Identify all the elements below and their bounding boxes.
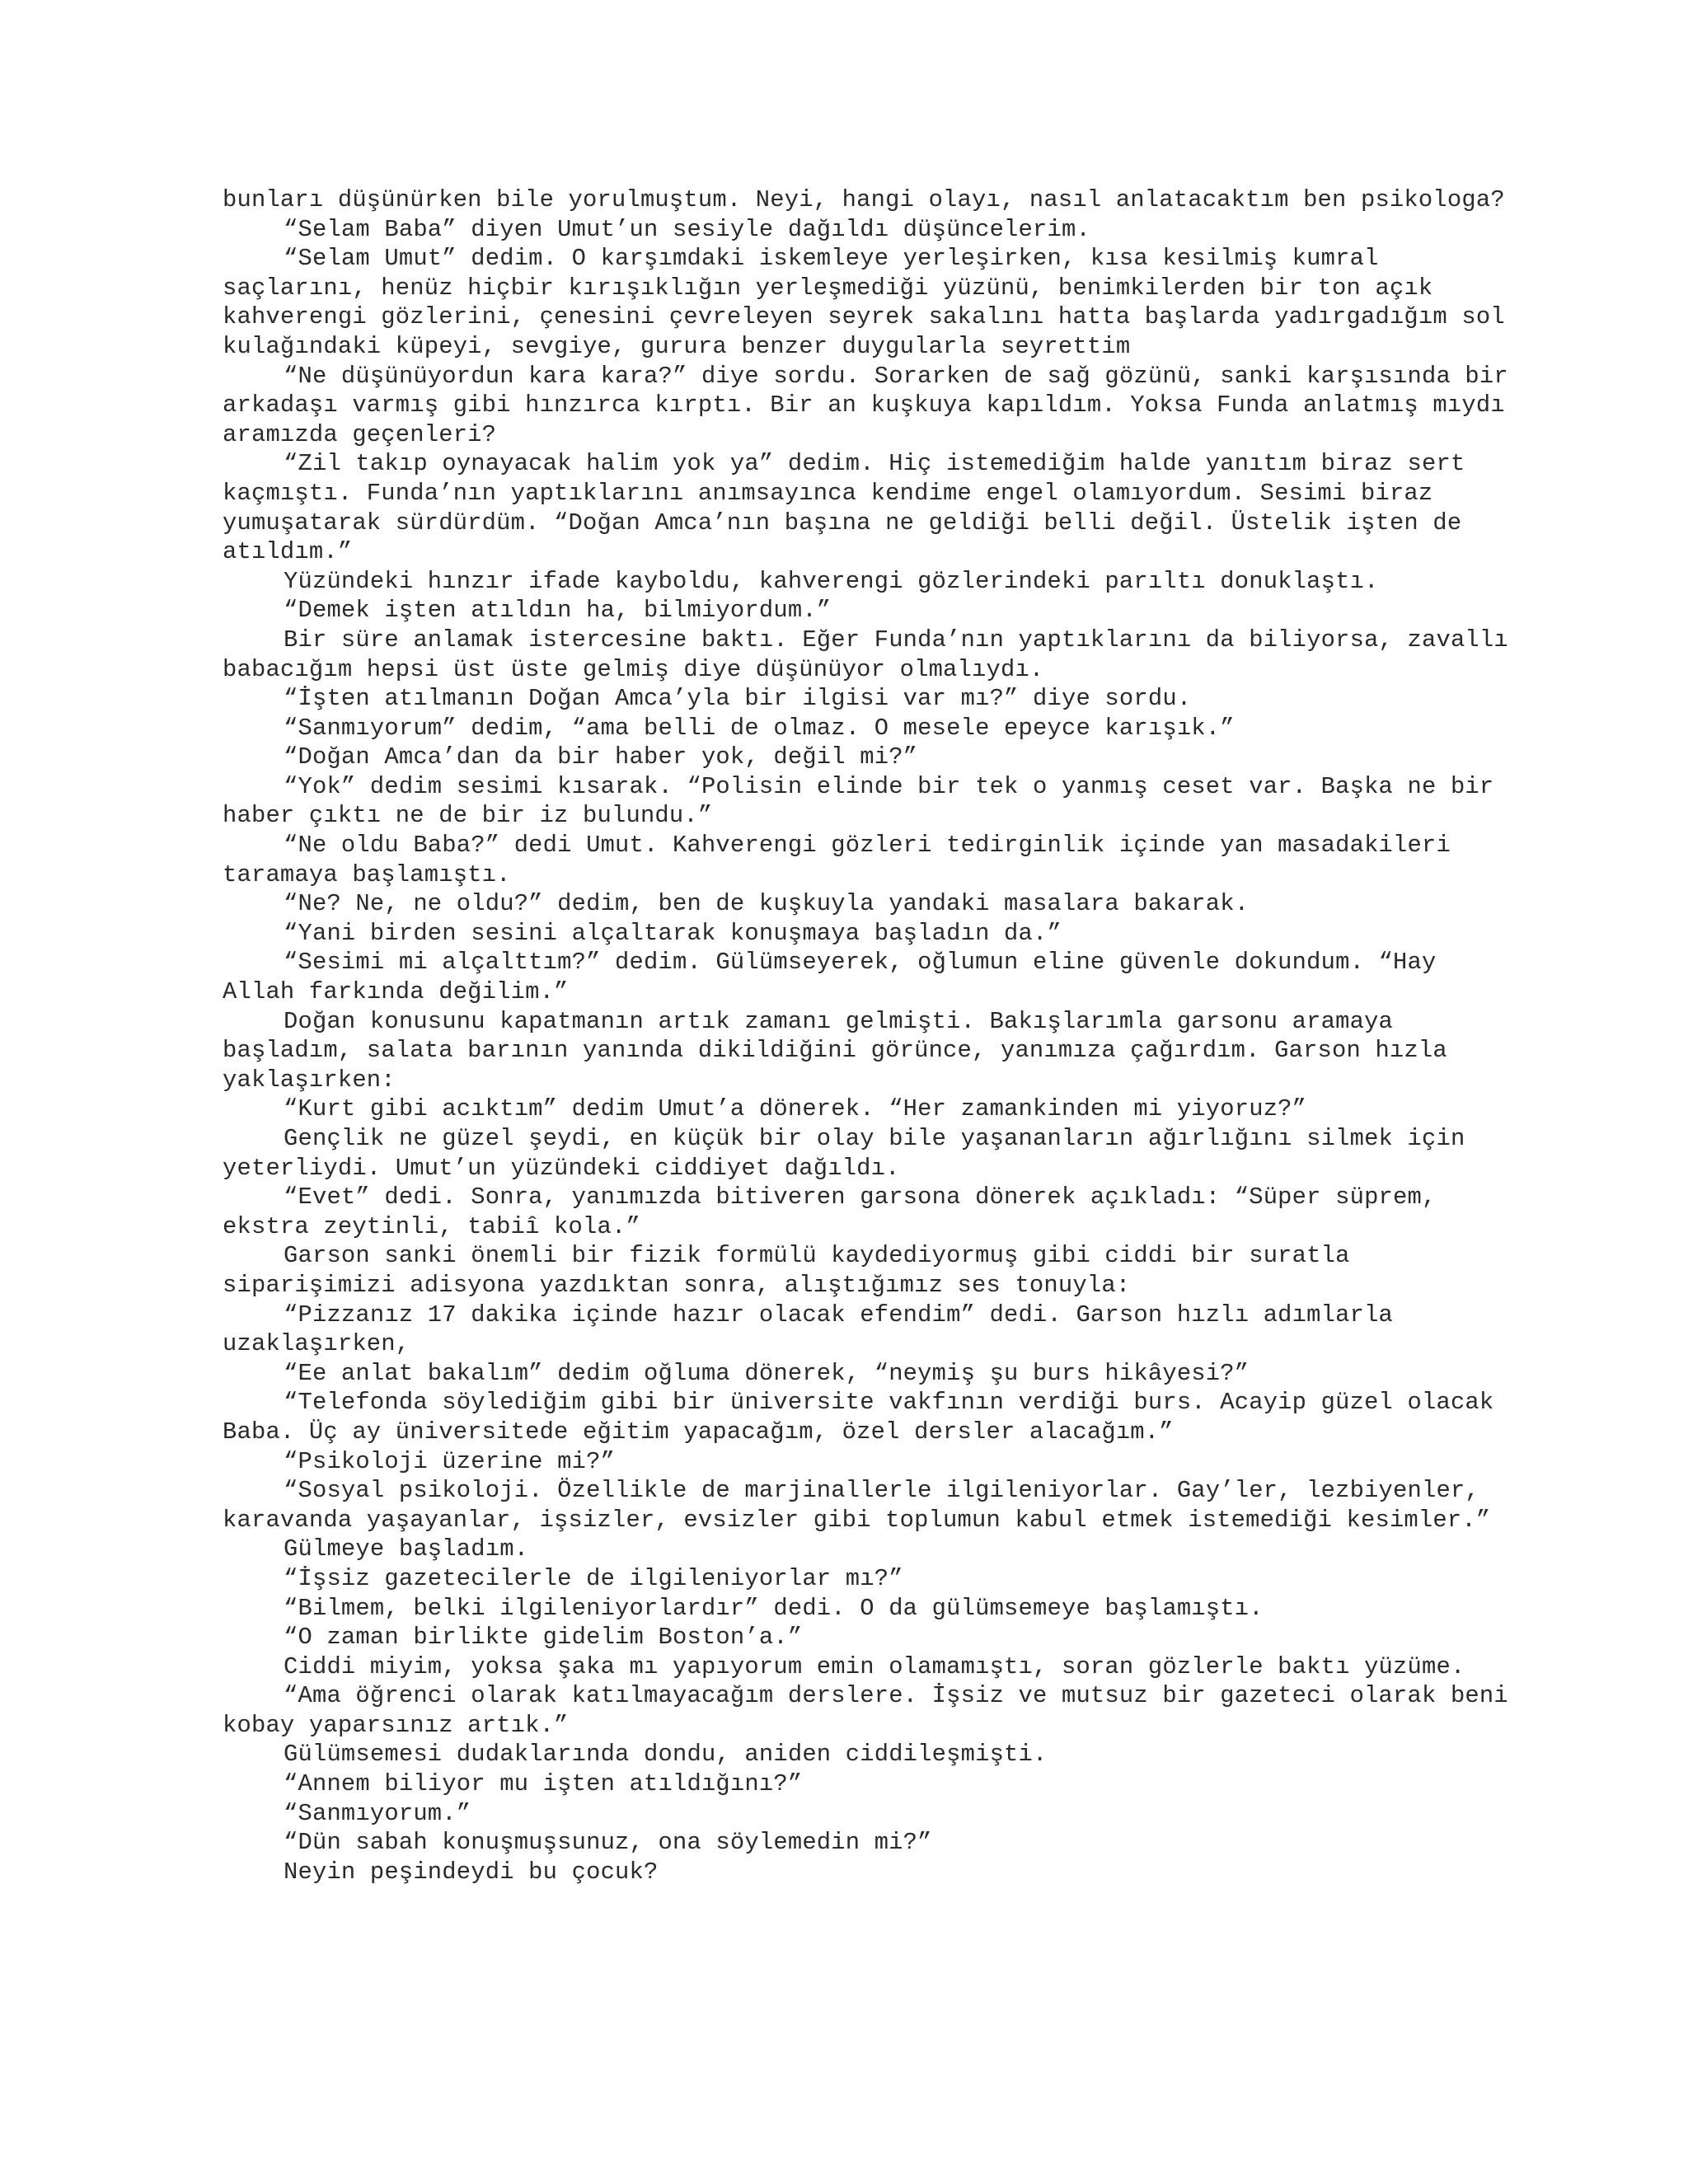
paragraph: “Dün sabah konuşmuşsunuz, ona söylemedin mi?” bbox=[284, 1829, 932, 1857]
paragraph: “Kurt gibi acıktım” dedim Umut’a dönerek. “Her zamankinden mi yiyoruz?” bbox=[284, 1095, 1307, 1123]
paragraph: “Evet” dedi. Sonra, yanımızda bitiveren garsona dönerek açıkladı: “Süper süprem, ekstra zeytinli, tabiî kola.” bbox=[223, 1183, 1437, 1240]
paragraph: “Ne düşünüyordun kara kara?” diye sordu. Sorarken de sağ gözünü, sanki karşısında bir arkadaşı varmış gibi hınzırca kırptı. Bir an kuşkuya kapıldım. Yoksa Funda anlatmış mıydı aramızda geçenleri? bbox=[223, 362, 1508, 448]
paragraph: “Ee anlat bakalım” dedim oğluma dönerek, “neymiş şu burs hikâyesi?” bbox=[284, 1359, 1250, 1387]
paragraph: Gülmeye başladım. bbox=[284, 1535, 529, 1563]
paragraph: “Sosyal psikoloji. Özellikle de marjinallerle ilgileniyorlar. Gay’ler, lezbiyenler, karavanda yaşayanlar, işsizler, evsizler gibi toplumun kabul etmek istemediği kesimler.” bbox=[223, 1477, 1491, 1534]
paragraph: “Sanmıyorum” dedim, “ama belli de olmaz. O mesele epeyce karışık.” bbox=[284, 714, 1235, 742]
paragraph: “Yok” dedim sesimi kısarak. “Polisin elinde bir tek o yanmış ceset var. Başka ne bir haber çıktı ne de bir iz bulundu.” bbox=[223, 772, 1494, 830]
paragraph: Neyin peşindeydi bu çocuk? bbox=[284, 1858, 659, 1886]
paragraph: Ciddi miyim, yoksa şaka mı yapıyorum emin olamamıştı, soran gözlerle baktı yüzüme. bbox=[284, 1652, 1465, 1680]
paragraph: Gençlik ne güzel şeydi, en küçük bir olay bile yaşananların ağırlığını silmek için yeterliydi. Umut’un yüzündeki ciddiyet dağıldı. bbox=[223, 1125, 1465, 1182]
paragraph: “O zaman birlikte gidelim Boston’a.” bbox=[284, 1624, 803, 1652]
paragraph: “Selam Umut” dedim. O karşımdaki iskemleye yerleşirken, kısa kesilmiş kumral saçlarını, henüz hiçbir kırışıklığın yerleşmediği yüzünü, benimkilerden bir ton açık kahverengi gözlerini, çenesini çevreleyen seyrek sakalını hatta başlarda yadırgadığım sol kulağındaki küpeyi, sevgiye, gurura benzer duygularla seyrettim bbox=[223, 245, 1505, 360]
paragraph: “Bilmem, belki ilgileniyorlardır” dedi. O da gülümsemeye başlamıştı. bbox=[284, 1594, 1264, 1622]
paragraph: “Annem biliyor mu işten atıldığını?” bbox=[284, 1770, 803, 1798]
paragraph: “Pizzanız 17 dakika içinde hazır olacak efendim” dedi. Garson hızlı adımlarla uzaklaşırken, bbox=[223, 1301, 1394, 1358]
paragraph: “Ne? Ne, ne oldu?” dedim, ben de kuşkuyla yandaki masalara bakarak. bbox=[284, 890, 1250, 918]
paragraph: Gülümsemesi dudaklarında dondu, aniden ciddileşmişti. bbox=[284, 1741, 1048, 1769]
document-body bbox=[223, 185, 1508, 1886]
paragraph: Bir süre anlamak istercesine baktı. Eğer Funda’nın yaptıklarını da biliyorsa, zavallı babacığım hepsi üst üste gelmiş diye düşünüyor olmalıydı. bbox=[223, 626, 1508, 683]
paragraph: “Demek işten atıldın ha, bilmiyordum.” bbox=[284, 597, 832, 625]
paragraph: Garson sanki önemli bir fizik formülü kaydediyormuş gibi ciddi bir suratla siparişimizi adisyona yazdıktan sonra, alıştığımız ses tonuyla: bbox=[223, 1242, 1350, 1299]
paragraph: “Selam Baba” diyen Umut’un sesiyle dağıldı düşüncelerim. bbox=[284, 215, 1090, 243]
paragraph: “Ama öğrenci olarak katılmayacağım derslere. İşsiz ve mutsuz bir gazeteci olarak beni kobay yaparsınız artık.” bbox=[223, 1682, 1508, 1739]
paragraph: Doğan konusunu kapatmanın artık zamanı gelmişti. Bakışlarımla garsonu aramaya başladım, salata barının yanında dikildiğini görünce, yanımıza çağırdım. Garson hızla yaklaşırken: bbox=[223, 1007, 1447, 1094]
paragraph: “Doğan Amca’dan da bir haber yok, değil mi?” bbox=[284, 743, 918, 771]
paragraph: “Ne oldu Baba?” dedi Umut. Kahverengi gözleri tedirginlik içinde yan masadakileri taramaya başlamıştı. bbox=[223, 832, 1451, 888]
paragraph: Yüzündeki hınzır ifade kayboldu, kahverengi gözlerindeki parıltı donuklaştı. bbox=[284, 567, 1379, 595]
paragraph: “Sesimi mi alçalttım?” dedim. Gülümseyerek, oğlumun eline güvenle dokundum. “Hay Allah farkında değilim.” bbox=[223, 949, 1437, 1006]
paragraph: “Telefonda söylediğim gibi bir üniversite vakfının verdiği burs. Acayip güzel olacak Baba. Üç ay üniversitede eğitim yapacağım, özel dersler alacağım.” bbox=[223, 1389, 1494, 1446]
paragraph: “İşsiz gazetecilerle de ilgileniyorlar mı?” bbox=[284, 1564, 903, 1592]
paragraph: “Zil takıp oynayacak halim yok ya” dedim. Hiç istemediğim halde yanıtım biraz sert kaçmıştı. Funda’nın yaptıklarını anımsayınca kendime engel olamıyordum. Sesimi biraz yumuşatarak sürdürdüm. “Doğan Amca’nın başına ne geldiği belli değil. Üstelik işten de atıldım.” bbox=[223, 450, 1465, 566]
paragraph: “Sanmıyorum.” bbox=[284, 1799, 471, 1827]
paragraph: “Yani birden sesini alçaltarak konuşmaya başladın da.” bbox=[284, 919, 1062, 947]
paragraph: “İşten atılmanın Doğan Amca’yla bir ilgisi var mı?” diye sordu. bbox=[284, 685, 1192, 713]
paragraph: bunları düşünürken bile yorulmuştum. Neyi, hangi olayı, nasıl anlatacaktım ben psikologa? bbox=[223, 186, 1505, 213]
paragraph: “Psikoloji üzerine mi?” bbox=[284, 1447, 616, 1475]
